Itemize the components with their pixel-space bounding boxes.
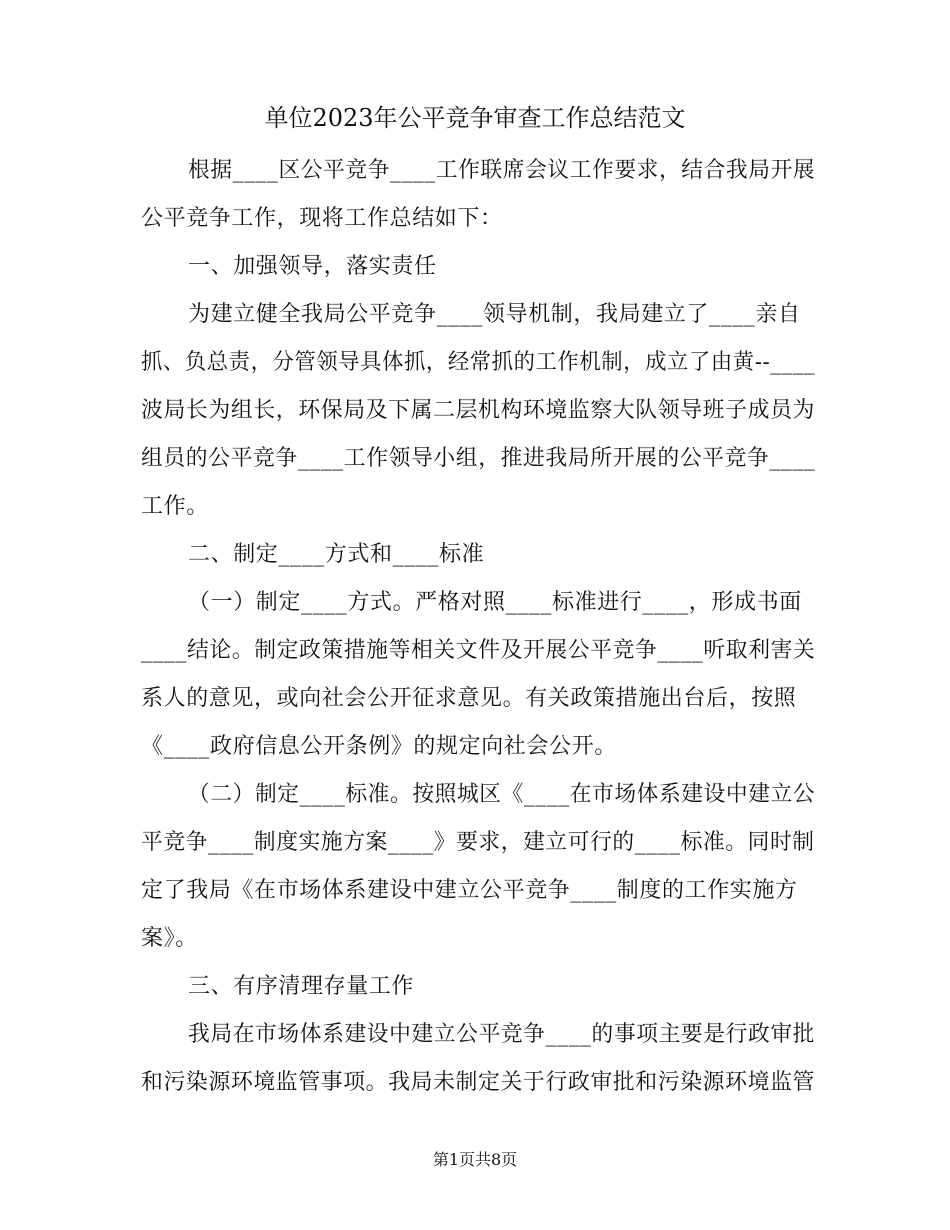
section-heading: 二、制定____方式和____标准 (188, 542, 485, 567)
paragraph-line: 《____政府信息公开条例》的规定向社会公开。 (141, 734, 617, 759)
paragraph-line: 工作。 (141, 494, 209, 519)
paragraph-line: 平竞争____制度实施方案____》要求，建立可行的____标准。同时制 (141, 830, 815, 855)
paragraph-line: 为建立健全我局公平竞争____领导机制，我局建立了____亲自 (188, 302, 801, 327)
paragraph-line: 和污染源环境监管事项。我局未制定关于行政审批和污染源环境监管 (141, 1070, 816, 1095)
paragraph-line: 波局长为组长，环保局及下属二层机构环境监察大队领导班子成员为 (141, 398, 816, 423)
paragraph-line: （二）制定____标准。按照城区《____在市场体系建设中建立公 (188, 782, 816, 807)
paragraph-line: ____结论。制定政策措施等相关文件及开展公平竞争____听取利害关 (141, 638, 816, 663)
paragraph-line: 公平竞争工作，现将工作总结如下： (141, 206, 503, 231)
paragraph-line: 根据____区公平竞争____工作联席会议工作要求，结合我局开展 (188, 158, 816, 183)
page-number-footer: 第1页共8页 (432, 1150, 518, 1169)
document-title: 单位2023年公平竞争审查工作总结范文 (264, 104, 686, 132)
section-heading: 一、加强领导，落实责任 (188, 254, 437, 279)
section-heading: 三、有序清理存量工作 (188, 974, 415, 999)
paragraph-line: 抓、负总责，分管领导具体抓，经常抓的工作机制，成立了由黄--____ (141, 350, 816, 375)
paragraph-line: 定了我局《在市场体系建设中建立公平竞争____制度的工作实施方 (141, 878, 798, 903)
paragraph-line: 组员的公平竞争____工作领导小组，推进我局所开展的公平竞争____ (141, 446, 816, 471)
paragraph-line: 我局在市场体系建设中建立公平竞争____的事项主要是行政审批 (188, 1022, 816, 1047)
paragraph-line: 案》。 (141, 926, 198, 951)
paragraph-line: 系人的意见，或向社会公开征求意见。有关政策措施出台后，按照 (141, 686, 797, 711)
paragraph-line: （一）制定____方式。严格对照____标准进行____，形成书面 (188, 590, 802, 615)
